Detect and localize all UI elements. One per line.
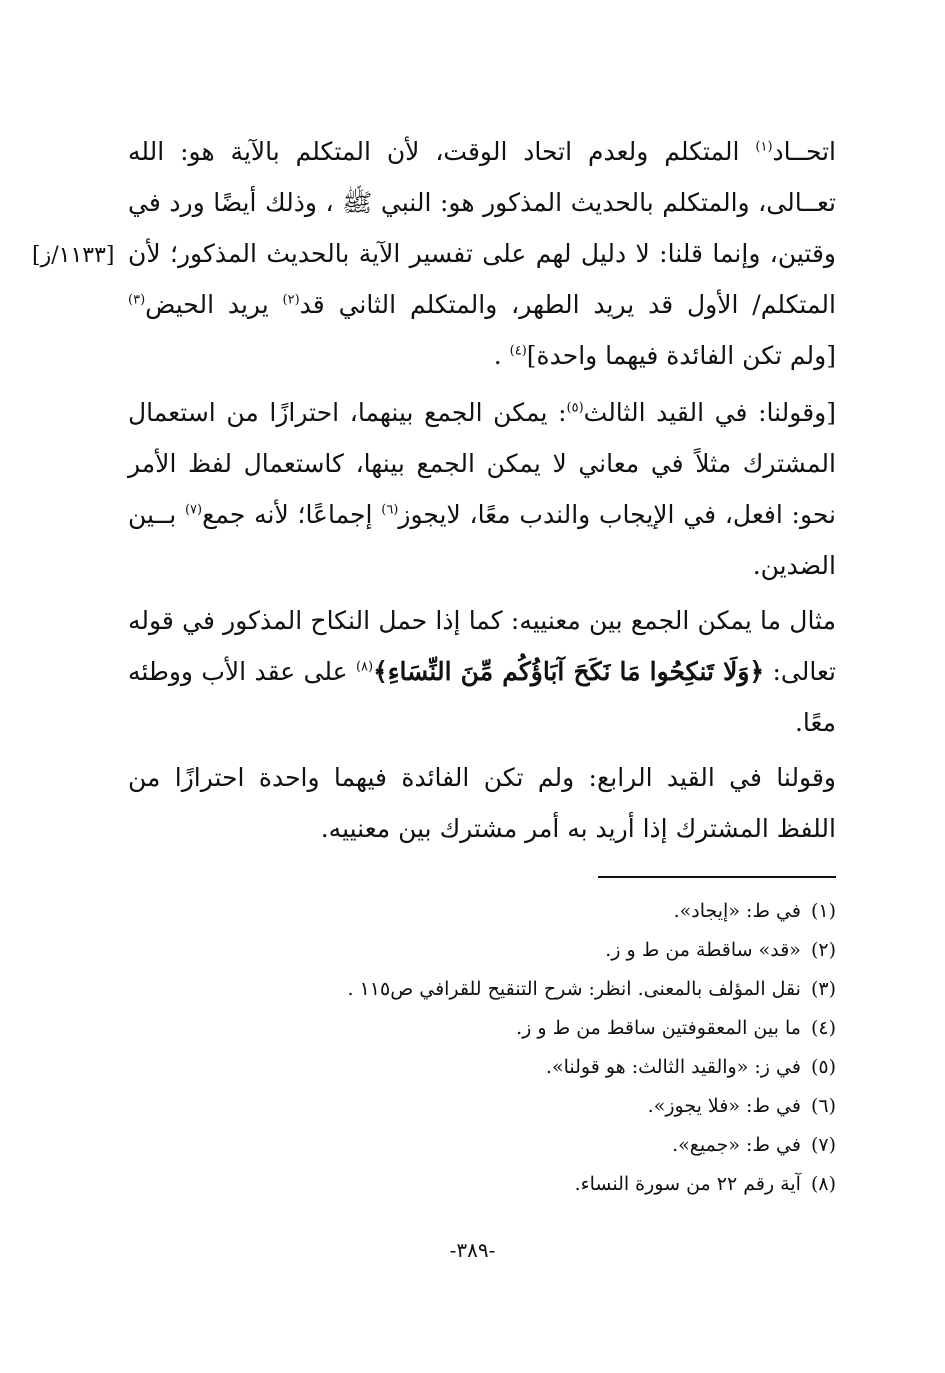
footnote-marker-3[interactable]: (٣)	[128, 292, 146, 308]
footnote-text: ما بين المعقوفتين ساقط من ط و ز.	[516, 1017, 801, 1039]
text-run: : يمكن الجمع بينهما، احترازًا من استعمال المشترك مثلاً في معاني لا يمكن الجمع بينها، كاستعمال لفظ الأمر نحو: افعل، في الإيجاب والندب معًا، لايجوز	[128, 398, 836, 529]
text-run: .	[493, 341, 510, 370]
page-number: -٣٨٩-	[449, 1238, 496, 1262]
footnote-number: (٣)	[810, 978, 836, 1000]
footnote-item	[128, 1048, 836, 1087]
footnote-item	[128, 1087, 836, 1126]
footnote-item	[128, 970, 836, 1009]
paragraph-4: وقولنا في القيد الرابع: ولم تكن الفائدة فيهما واحدة احترازًا من اللفظ المشترك إذا أريد به أمر مشترك بين معنييه.	[128, 763, 836, 843]
footnote-marker-4[interactable]: (٤)	[509, 343, 527, 359]
footnote-marker-6[interactable]: (٦)	[381, 502, 399, 518]
text-run: يريد الحيض	[145, 290, 283, 319]
footnote-number: (٨)	[810, 1173, 836, 1195]
footnote-item	[128, 892, 836, 931]
margin-manuscript-reference: [١١٣٣/ز]	[32, 243, 115, 268]
footnote-number: (١)	[810, 900, 836, 922]
footnote-number: (٥)	[810, 1056, 836, 1078]
footnote-item	[128, 1165, 836, 1204]
footnote-number: (٤)	[810, 1017, 836, 1039]
text-run: مثال ما يمكن الجمع بين معنييه: كما إذا حمل النكاح المذكور في قوله تعالى:	[128, 606, 837, 686]
text-run: [وقولنا: في القيد الثالث	[583, 398, 836, 427]
footnote-number: (٧)	[810, 1134, 836, 1156]
text-run: إجماعًا؛ لأنه جمع	[202, 500, 382, 529]
footnote-text: في ط: «إيجاد».	[673, 900, 801, 922]
footnote-marker-5[interactable]: (٥)	[566, 400, 584, 416]
footnotes-list	[128, 892, 836, 1204]
quran-verse: ﴿وَلَا تَنكِحُوا مَا نَكَحَ آبَاؤُكُم مِّنَ النِّسَاءِ﴾	[373, 657, 765, 686]
footnote-text: «قد» ساقطة من ط و ز.	[605, 939, 801, 961]
footnote-number: (٢)	[810, 939, 836, 961]
text-run: [ولم تكن الفائدة فيهما واحدة]	[526, 341, 836, 370]
text-run: اتحــاد	[772, 137, 836, 166]
footnote-item	[128, 1009, 836, 1048]
text-run: على عقد الأب ووطئه معًا.	[128, 657, 836, 737]
footnote-item	[128, 1126, 836, 1165]
footnote-text: آية رقم ٢٢ من سورة النساء.	[574, 1173, 801, 1195]
footnote-marker-1[interactable]: (١)	[755, 139, 773, 155]
footnote-item	[128, 931, 836, 970]
paragraph-1	[128, 126, 836, 381]
footnote-number: (٦)	[810, 1095, 836, 1117]
footnote-text: نقل المؤلف بالمعنى. انظر: شرح التنقيح للقرافي ص١١٥ .	[347, 978, 801, 1000]
text-run: بــين الضدين.	[128, 500, 836, 580]
footnote-text: في ط: «جميع».	[672, 1134, 801, 1156]
footnote-text: في ز: «والقيد الثالث: هو قولنا».	[545, 1056, 801, 1078]
paragraph-2	[128, 387, 836, 591]
footnote-text: في ط: «فلا يجوز».	[647, 1095, 801, 1117]
footnote-separator	[598, 876, 836, 878]
paragraph-3	[128, 595, 836, 748]
footnote-marker-2[interactable]: (٢)	[282, 292, 300, 308]
footnote-marker-8[interactable]: (٨)	[355, 659, 374, 675]
footnote-marker-7[interactable]: (٧)	[184, 502, 203, 518]
text-run: المتكلم ولعدم اتحاد الوقت، لأن المتكلم بالآية هو: الله تعــالى، والمتكلم بالحديث المذكور هو: النبي ﷺ ، وذلك أيضًا ورد في وقتين، وإنما قلنا: لا دليل لهم على تفسير الآية بالحديث المذكور؛ لأن المتكلم/ الأول قد يريد الطهر، والمتكلم الثاني قد	[128, 137, 836, 319]
